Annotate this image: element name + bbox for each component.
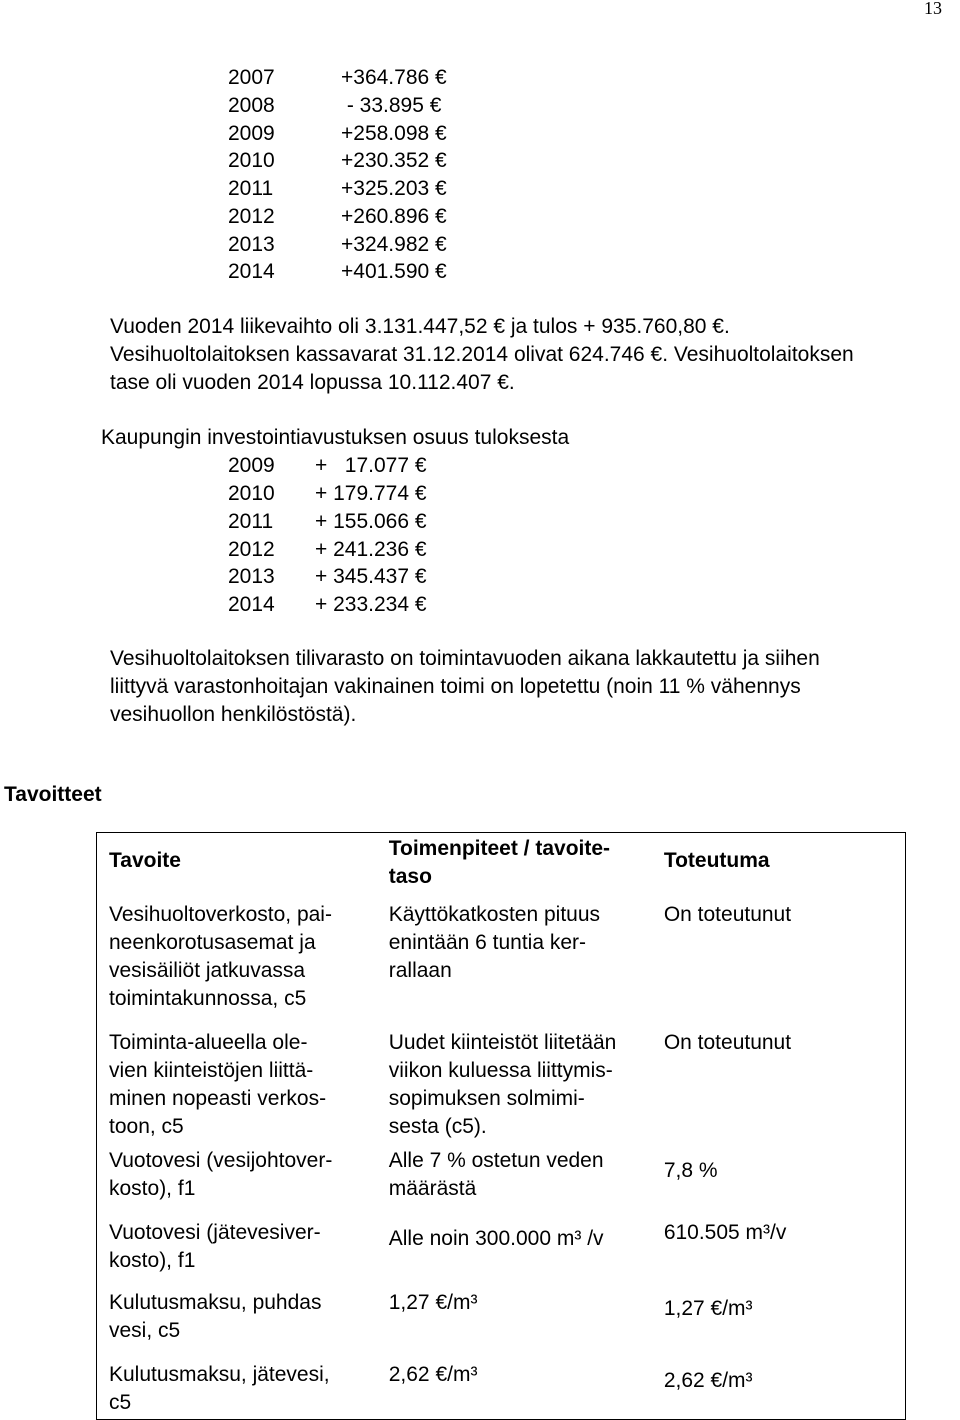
- measures-cell: [377, 1281, 652, 1351]
- investment-value: + 155.066 €: [315, 510, 427, 533]
- year: 2009: [228, 454, 275, 477]
- cell-line: Vuotovesi (vesijohtover-: [109, 1149, 333, 1172]
- cell-line: enintään 6 tuntia ker-: [388, 931, 587, 954]
- year: 2011: [228, 177, 274, 200]
- year: 2013: [228, 233, 275, 256]
- cell-line: 7,8 %: [663, 1159, 718, 1182]
- warehouse-line: liittyvä varastonhoitajan vakinainen toimi on lopetettu (noin 11 % vähennys: [110, 675, 801, 698]
- cell-line: sesta (c5).: [388, 1115, 487, 1138]
- goal-cell: [97, 1281, 377, 1351]
- investment-value: + 179.774 €: [315, 482, 427, 505]
- goal-cell: [97, 1209, 377, 1281]
- page-number: 13: [924, 0, 942, 18]
- header-measures-line: taso: [388, 865, 432, 888]
- cell-line: vien kiinteistöjen liittä-: [109, 1059, 314, 1082]
- table-row: [97, 1019, 906, 1147]
- year: 2013: [228, 565, 275, 588]
- warehouse-line: vesihuollon henkilöstöstä).: [110, 703, 357, 726]
- year: 2012: [228, 538, 275, 561]
- year: 2010: [228, 482, 275, 505]
- cell-line: rallaan: [388, 959, 452, 982]
- cell-line: kosto), f1: [109, 1177, 196, 1200]
- summary-line: tase oli vuoden 2014 lopussa 10.112.407 €.: [110, 371, 515, 394]
- table-row: [97, 1147, 906, 1209]
- goal-cell: [97, 901, 377, 1019]
- cell-line: Alle 7 % ostetun veden: [388, 1149, 604, 1172]
- warehouse-line: Vesihuoltolaitoksen tilivarasto on toimintavuoden aikana lakkautettu ja siihen: [110, 647, 820, 670]
- cell-line: c5: [109, 1391, 132, 1414]
- result-cell: [652, 1019, 906, 1147]
- summary-line: Vesihuoltolaitoksen kassavarat 31.12.2014 olivat 624.746 €. Vesihuoltolaitoksen: [110, 343, 854, 366]
- table-row: [97, 1281, 906, 1351]
- investment-title: Kaupungin investointiavustuksen osuus tuloksesta: [101, 426, 570, 449]
- investment-value: + 241.236 €: [315, 538, 427, 561]
- year: 2012: [228, 205, 275, 228]
- cell-line: Toiminta-alueella ole-: [109, 1031, 308, 1054]
- cell-line: 1,27 €/m³: [388, 1291, 478, 1314]
- result-value: +364.786 €: [341, 66, 447, 89]
- cell-line: Vesihuoltoverkosto, pai-: [109, 903, 332, 926]
- cell-line: Uudet kiinteistöt liitetään: [388, 1031, 617, 1054]
- cell-line: On toteutunut: [663, 903, 792, 926]
- cell-line: vesi, c5: [109, 1319, 181, 1342]
- result-value: +260.896 €: [341, 205, 447, 228]
- goal-cell: [97, 1147, 377, 1209]
- year: 2009: [228, 122, 275, 145]
- cell-line: neenkorotusasemat ja: [109, 931, 316, 954]
- year: 2008: [228, 94, 275, 117]
- measures-cell: [377, 1351, 652, 1420]
- header-measures: [377, 833, 652, 902]
- investment-value: + 345.437 €: [315, 565, 427, 588]
- measures-cell: [377, 1147, 652, 1209]
- table-row: [97, 901, 906, 1019]
- cell-line: 610.505 m³/v: [663, 1221, 787, 1244]
- cell-line: 1,27 €/m³: [663, 1297, 753, 1320]
- cell-line: Kulutusmaksu, puhdas: [109, 1291, 322, 1314]
- result-cell: [652, 1147, 906, 1209]
- cell-line: 2,62 €/m³: [663, 1369, 753, 1392]
- table-row: [97, 1209, 906, 1281]
- cell-line: toon, c5: [109, 1115, 184, 1138]
- goal-cell: [97, 1019, 377, 1147]
- header-goal: Tavoite: [109, 849, 181, 872]
- goals-table: [96, 832, 906, 1420]
- goal-cell: [97, 1351, 377, 1420]
- result-cell: [652, 1209, 906, 1281]
- cell-line: Kulutusmaksu, jätevesi,: [109, 1363, 330, 1386]
- result-value: +325.203 €: [341, 177, 447, 200]
- result-value: +324.982 €: [341, 233, 447, 256]
- cell-line: vesisäiliöt jatkuvassa: [109, 959, 306, 982]
- year: 2014: [228, 260, 275, 283]
- investment-value: + 17.077 €: [315, 454, 427, 477]
- cell-line: sopimuksen solmimi-: [388, 1087, 585, 1110]
- cell-line: toimintakunnossa, c5: [109, 987, 307, 1010]
- result-value: - 33.895 €: [341, 94, 442, 117]
- measures-cell: [377, 1209, 652, 1281]
- table-row: [97, 1351, 906, 1420]
- cell-line: Käyttökatkosten pituus: [388, 903, 601, 926]
- summary-paragraph: [110, 313, 930, 397]
- header-measures-line: Toimenpiteet / tavoite-: [388, 837, 611, 860]
- warehouse-paragraph: [110, 645, 930, 729]
- result-value: +258.098 €: [341, 122, 447, 145]
- cell-line: minen nopeasti verkos-: [109, 1087, 327, 1110]
- header-result: Toteutuma: [663, 849, 770, 872]
- year: 2011: [228, 510, 274, 533]
- year: 2007: [228, 66, 275, 89]
- cell-line: Vuotovesi (jätevesiver-: [109, 1221, 321, 1244]
- result-value: +401.590 €: [341, 260, 447, 283]
- cell-line: määrästä: [388, 1177, 477, 1200]
- cell-line: Alle noin 300.000 m³ /v: [388, 1227, 604, 1250]
- investment-value: + 233.234 €: [315, 593, 427, 616]
- cell-line: kosto), f1: [109, 1249, 196, 1272]
- year: 2014: [228, 593, 275, 616]
- result-cell: [652, 901, 906, 1019]
- section-heading: Tavoitteet: [4, 783, 102, 806]
- cell-line: On toteutunut: [663, 1031, 792, 1054]
- year: 2010: [228, 149, 275, 172]
- summary-line: Vuoden 2014 liikevaihto oli 3.131.447,52 € ja tulos + 935.760,80 €.: [110, 315, 730, 338]
- cell-line: viikon kuluessa liittymis-: [388, 1059, 613, 1082]
- result-value: +230.352 €: [341, 149, 447, 172]
- result-cell: [652, 1281, 906, 1351]
- measures-cell: [377, 1019, 652, 1147]
- result-cell: [652, 1351, 906, 1420]
- measures-cell: [377, 901, 652, 1019]
- cell-line: 2,62 €/m³: [388, 1363, 478, 1386]
- table-header-row: [97, 833, 906, 902]
